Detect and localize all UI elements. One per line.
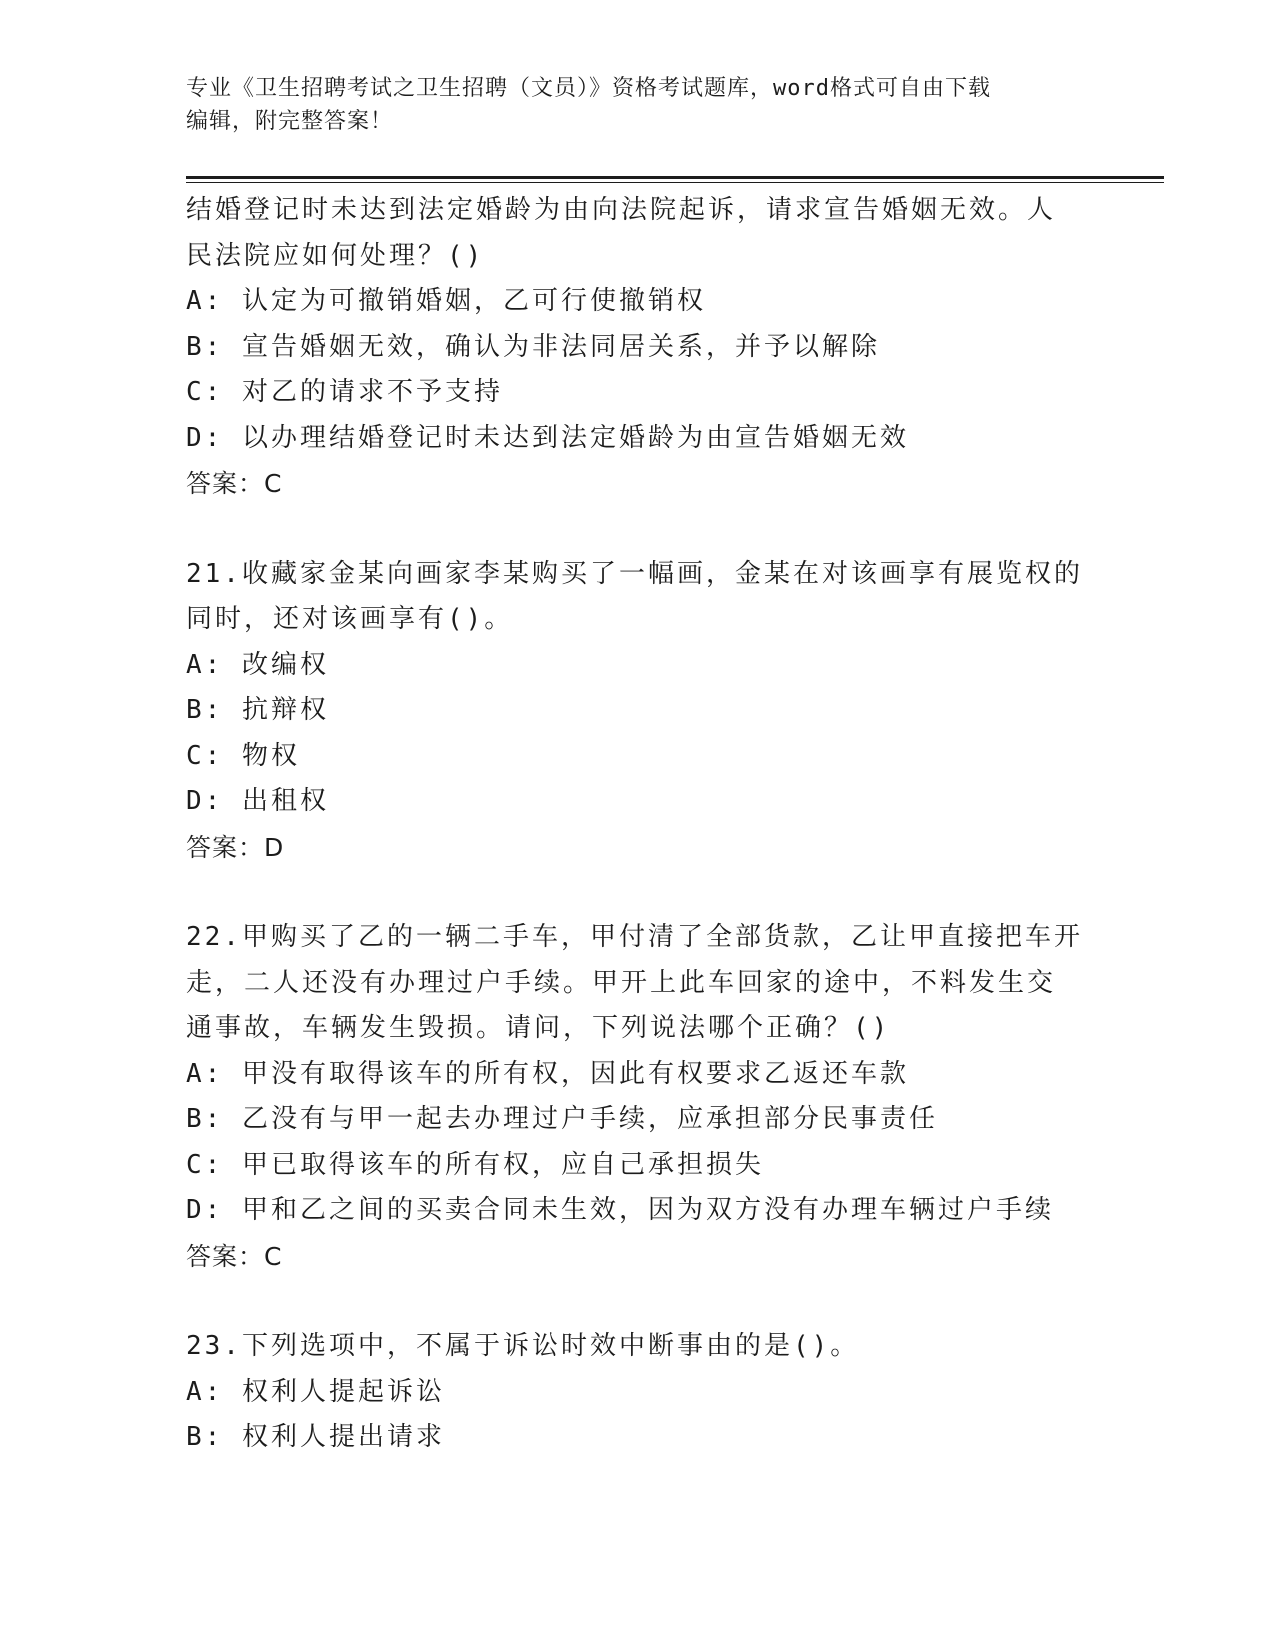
option-b: B: 宣告婚姻无效，确认为非法同居关系，并予以解除 <box>186 331 880 362</box>
document-header <box>186 72 1086 138</box>
question-block <box>186 552 1086 871</box>
header-line-2: 编辑，附完整答案！ <box>186 109 394 134</box>
answer-line: 答案：C <box>186 1241 283 1271</box>
question-stem-line: 民法院应如何处理？() <box>186 240 485 271</box>
option-a: A: 认定为可撤销婚姻，乙可行使撤销权 <box>186 286 706 316</box>
question-block <box>186 915 1086 1279</box>
spacer <box>186 870 1086 915</box>
question-stem-line: 通事故，车辆发生毁损。请问，下列说法哪个正确？() <box>186 1013 891 1043</box>
question-block <box>186 188 1086 507</box>
question-stem-line: 走，二人还没有办理过户手续。甲开上此车回家的途中，不料发生交 <box>186 967 1057 998</box>
option-d: D: 以办理结婚登记时未达到法定婚龄为由宣告婚姻无效 <box>186 422 909 453</box>
question-stem-line: 结婚登记时未达到法定婚龄为由向法院起诉，请求宣告婚姻无效。人 <box>186 195 1057 225</box>
option-b: B: 抗辩权 <box>186 695 329 725</box>
answer-line: 答案：C <box>186 469 283 498</box>
question-stem-line: 22.甲购买了乙的一辆二手车，甲付清了全部货款，乙让甲直接把车开 <box>186 922 1083 952</box>
spacer <box>186 507 1086 552</box>
option-a: A: 甲没有取得该车的所有权，因此有权要求乙返还车款 <box>186 1058 909 1089</box>
question-stem-line: 21.收藏家金某向画家李某购买了一幅画，金某在对该画享有展览权的 <box>186 558 1083 589</box>
question-block <box>186 1324 1086 1461</box>
question-list <box>186 188 1086 1461</box>
option-c: C: 甲已取得该车的所有权，应自己承担损失 <box>186 1149 764 1180</box>
option-b: B: 乙没有与甲一起去办理过户手续，应承担部分民事责任 <box>186 1104 938 1134</box>
option-d: D: 甲和乙之间的买卖合同未生效，因为双方没有办理车辆过户手续 <box>186 1195 1054 1225</box>
header-divider-thin <box>186 182 1164 183</box>
answer-line: 答案：D <box>186 832 285 862</box>
option-a: A: 改编权 <box>186 649 329 680</box>
header-divider-thick <box>186 176 1164 179</box>
header-line-1: 专业《卫生招聘考试之卫生招聘（文员）》资格考试题库，word格式可自由下载 <box>186 76 991 101</box>
question-stem-line: 同时，还对该画享有()。 <box>186 604 514 634</box>
question-stem-line: 23.下列选项中，不属于诉讼时效中断事由的是()。 <box>186 1331 860 1361</box>
option-d: D: 出租权 <box>186 786 329 816</box>
option-c: C: 对乙的请求不予支持 <box>186 377 503 407</box>
spacer <box>186 1279 1086 1324</box>
option-b: B: 权利人提出请求 <box>186 1422 445 1452</box>
option-c: C: 物权 <box>186 740 300 771</box>
option-a: A: 权利人提起诉讼 <box>186 1376 445 1407</box>
